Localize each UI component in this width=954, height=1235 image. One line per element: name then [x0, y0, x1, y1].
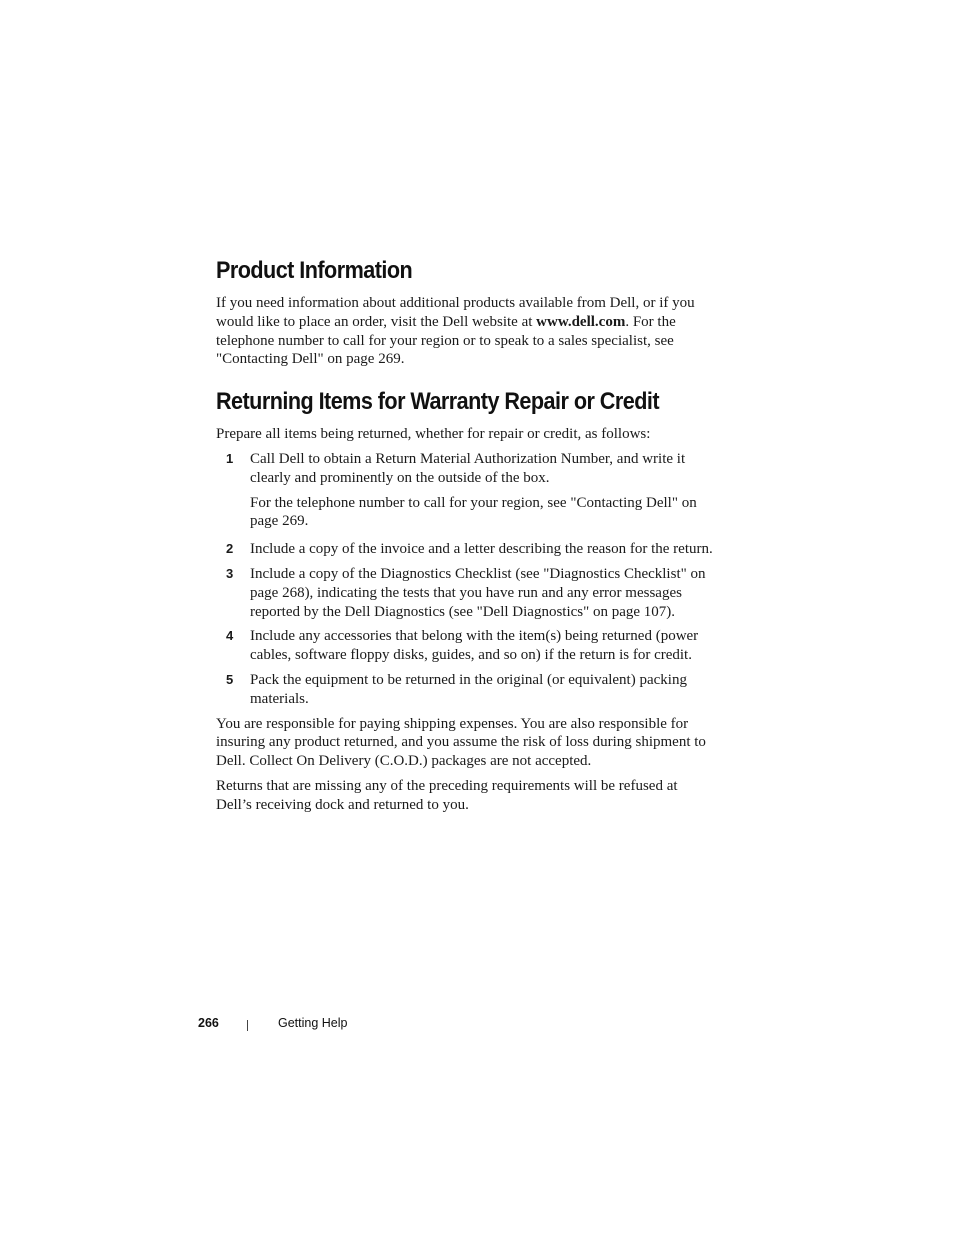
list-item [216, 450, 716, 531]
step-number: 3 [226, 565, 234, 581]
step-text: Call Dell to obtain a Return Material Authorization Number, and write it clearly and prominently on the outside of the box. [250, 450, 686, 486]
step-text: Include a copy of the invoice and a letter describing the reason for the return. [250, 541, 713, 558]
product-para-part1: If you need information about additional products available from Dell, or if you would like to place an order, visit the Dell website at [216, 295, 695, 330]
step-number: 5 [226, 671, 234, 687]
shipping-paragraph: You are responsible for paying shipping expenses. You are also responsible for insuring any product returned, and you assume the risk of loss during shipment to Dell. Collect On Delivery (C.O.D.) packages are not accepted. [216, 715, 706, 770]
list-item [216, 671, 716, 709]
step-number: 4 [226, 628, 234, 644]
product-para-part2: . For the telephone number to call for your region or to speak to a sales specialist, see "Contacting Dell" on page 269. [216, 313, 676, 368]
product-information-heading: Product Information [216, 257, 413, 284]
returning-intro-paragraph: Prepare all items being returned, whether for repair or credit, as follows: [216, 426, 651, 443]
list-item [216, 627, 716, 665]
footer-section-name: Getting Help [278, 1016, 348, 1030]
page-number: 266 [198, 1016, 219, 1030]
list-item [216, 540, 716, 559]
list-item [216, 565, 716, 621]
page-content [216, 254, 716, 815]
step-text: Include a copy of the Diagnostics Checklist (see "Diagnostics Checklist" on page 268), indicating the tests that you have run and any error messages reported by the Dell Diagnostics (see "Dell Diagnostics" on page 107). [250, 565, 706, 620]
dell-website-link[interactable]: www.dell.com [536, 313, 626, 330]
product-information-paragraph [216, 294, 716, 369]
step-text: Include any accessories that belong with the item(s) being returned (power cables, software floppy disks, guides, and so on) if the return is for credit. [250, 628, 699, 664]
footer-divider [247, 1020, 248, 1031]
refusal-paragraph: Returns that are missing any of the preceding requirements will be refused at Dell’s receiving dock and returned to you. [216, 777, 678, 813]
return-steps-list [216, 450, 716, 709]
returning-items-heading: Returning Items for Warranty Repair or Credit [216, 388, 659, 416]
step-number: 2 [226, 541, 234, 557]
step-text: Pack the equipment to be returned in the original (or equivalent) packing materials. [250, 671, 687, 707]
step-number: 1 [226, 450, 234, 466]
step-subtext: For the telephone number to call for your region, see "Contacting Dell" on page 269. [250, 494, 697, 530]
